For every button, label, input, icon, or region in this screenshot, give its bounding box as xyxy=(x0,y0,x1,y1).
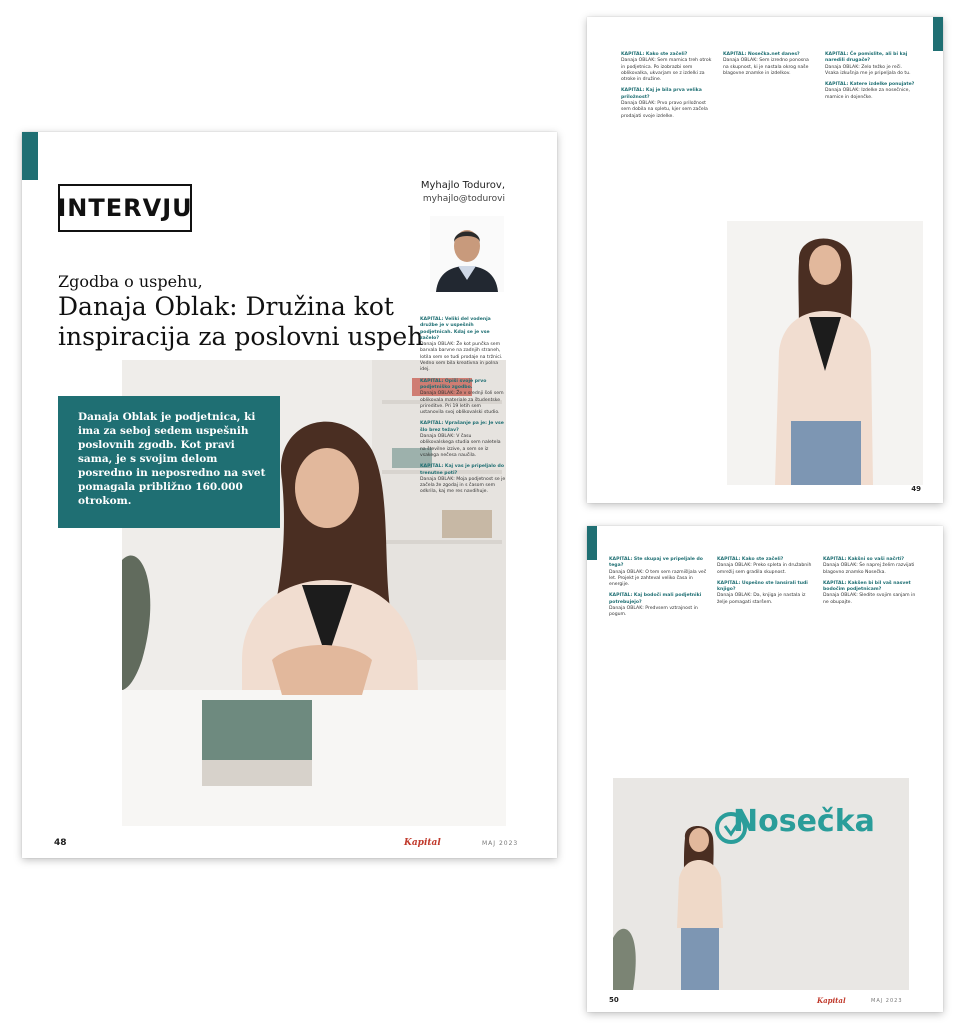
issue-date: MAJ 2023 xyxy=(871,998,903,1004)
answer: Danaja OBLAK: Še naprej želim razvijati blagovno znamko Nosečka. xyxy=(823,563,915,575)
issue-date: MAJ 2023 xyxy=(482,840,519,847)
answer: Danaja OBLAK: V času oblikovalskega studia sem naletela na številne izzive, a sem se iz vsakega nečesa naučila. xyxy=(420,434,501,458)
author-email: myhajlo@todurovi xyxy=(422,194,505,204)
question: KAPITAL: Katere izdelke ponujate? xyxy=(825,82,915,88)
article-column xyxy=(621,47,713,487)
question: KAPITAL: Kako ste začeli? xyxy=(621,52,688,57)
author-name: Myhajlo Todurov, xyxy=(420,180,505,191)
article-column xyxy=(420,312,506,792)
page-number: 48 xyxy=(54,838,67,848)
brand-logo: Kapital xyxy=(404,838,441,848)
answer: Danaja OBLAK: Sem mamica treh otrok in podjetnica. Po izobrazbi sem oblikovalka, ukvarjam se z izdelki za otroke in družine. xyxy=(621,58,712,83)
question: KAPITAL: Kakšen bi bil vaš nasvet bodočim podjetnicam? xyxy=(823,580,911,593)
question: KAPITAL: Kako ste začeli? xyxy=(717,557,784,562)
interview-photo xyxy=(727,221,923,485)
magazine-page-49 xyxy=(587,17,943,503)
answer: Danaja OBLAK: Že v srednji šoli sem oblikovala materiale za študentske prireditve. Pri 19 letih sem ustanovila svoj oblikovalski studio. xyxy=(420,391,504,416)
page-number: 49 xyxy=(911,485,921,493)
question: KAPITAL: Kaj je bila prva velika priložnost? xyxy=(621,88,702,100)
question: KAPITAL: Veliki del vodenja družbe je v uspešnih podjetnicah. Kdaj se je vse začelo? xyxy=(420,317,491,341)
section-tab xyxy=(587,526,597,560)
question: KAPITAL: Kaj vas je pripeljalo do trenutne poti? xyxy=(420,464,504,476)
author-photo xyxy=(430,216,504,292)
section-tab xyxy=(22,132,38,180)
article-column xyxy=(823,552,921,772)
question: KAPITAL: Opiši svoje prvo podjetniško zgodbo. xyxy=(420,378,487,390)
answer: Danaja OBLAK: Sledite svojim sanjam in ne obupajte. xyxy=(823,593,916,605)
question: KAPITAL: Kaj bodoči mali podjetniki potrebujejo? xyxy=(609,593,702,605)
article-column xyxy=(723,47,815,217)
answer: Danaja OBLAK: Prvo pravo priložnost sem dobila na spletu, kjer sem začela prodajati svoje izdelke. xyxy=(621,101,708,119)
answer: Danaja OBLAK: Predvsem vztrajnost in pogum. xyxy=(609,606,698,618)
answer: Danaja OBLAK: Izdelke za nosečnice, mamice in dojenčke. xyxy=(825,88,910,100)
answer: Danaja OBLAK: Že kot punčka sem barvala barvne na zadnjih straneh, lotila sem se tudi prodaje na tržnici. Vedno sem bila kreativna in polna idej. xyxy=(420,342,503,373)
question: KAPITAL: Kakšni so vaši načrti? xyxy=(823,557,905,562)
question: KAPITAL: Nosečka.net danes? xyxy=(723,52,800,57)
page-number: 50 xyxy=(609,996,619,1004)
section-label: INTERVJU xyxy=(58,184,192,232)
article-column xyxy=(717,552,815,772)
brand-logo: Kapital xyxy=(817,996,846,1005)
question: KAPITAL: Vprašanje pa je: Je vse šlo brez težav? xyxy=(420,421,504,433)
magazine-page-50 xyxy=(587,526,943,1012)
article-column xyxy=(609,552,707,772)
section-tab xyxy=(933,17,943,51)
answer: Danaja OBLAK: Preko spleta in družabnih omrežij sem gradila skupnost. xyxy=(717,563,812,575)
office-photo xyxy=(613,778,909,990)
question: KAPITAL: Ste skupaj ve pripeljale do tega? xyxy=(609,557,703,569)
kicker: Zgodba o uspehu, xyxy=(58,272,203,291)
answer: Danaja OBLAK: O tem sem razmišljala več let. Projekt je zahteval veliko časa in energije. xyxy=(609,569,707,588)
article-column xyxy=(825,47,917,217)
magazine-page-48 xyxy=(22,132,557,858)
answer: Danaja OBLAK: Moja podjetnost se je začela že zgodaj in s časom sem odkrila, kaj me res navdihuje. xyxy=(420,476,506,495)
answer: Danaja OBLAK: Zelo težko je reči. Vsaka izkušnja me je pripeljala do tu. xyxy=(825,64,911,76)
question: KAPITAL: Če pomislite, ali bi kaj naredili drugače? xyxy=(825,52,908,64)
store-sign: Nosečka xyxy=(733,804,875,839)
headline: Danaja Oblak: Družina kot inspiracija za poslovni uspeh xyxy=(58,292,424,351)
lead-text: Danaja Oblak je podjetnica, ki ima za seboj sedem uspešnih poslovnih zgodb. Kot pravi sama, je s svojim delom posredno in neposredno na svet pomagala približno 160.000 otrokom. xyxy=(58,396,280,528)
answer: Danaja OBLAK: Da, knjiga je nastala iz želje pomagati staršem. xyxy=(717,593,806,605)
answer: Danaja OBLAK: Sem izredno ponosna na skupnost, ki je nastala okrog naše blagovne znamke in izdelkov. xyxy=(723,58,809,76)
question: KAPITAL: Uspešno ste lansirali tudi knjigo? xyxy=(717,580,808,593)
